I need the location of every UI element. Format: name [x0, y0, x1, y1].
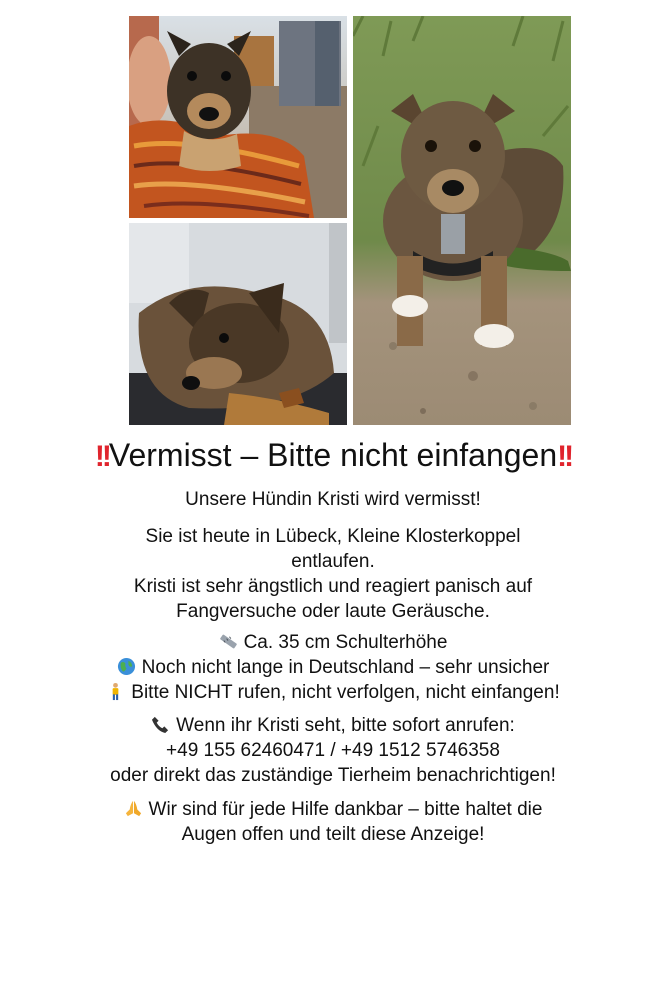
ruler-icon — [219, 632, 238, 651]
fact-origin: Noch nicht lange in Deutschland – sehr unsicher — [0, 655, 666, 680]
title-text: Vermisst – Bitte nicht einfangen — [108, 437, 558, 473]
double-exclamation-icon-right: !! — [557, 440, 572, 473]
missing-title — [0, 432, 666, 480]
contact-section — [0, 713, 666, 788]
story-line: Sie ist heute in Lübeck, Kleine Klosterkoppel — [145, 526, 521, 547]
intro-line: Unsere Hündin Kristi wird vermisst! — [185, 489, 481, 510]
globe-icon — [117, 657, 136, 676]
story-paragraph — [0, 524, 666, 624]
thanks-line-1: Wir sind für jede Hilfe dankbar – bitte haltet die — [0, 797, 666, 822]
intro-text — [0, 487, 666, 512]
story-line: entlaufen. — [291, 551, 375, 572]
fact-warning: Bitte NICHT rufen, nicht verfolgen, nicht einfangen! — [0, 680, 666, 705]
fact-height: Ca. 35 cm Schulterhöhe — [0, 630, 666, 655]
facts-list — [0, 630, 666, 705]
phone-numbers: +49 155 62460471 / +49 1512 5746358 — [166, 740, 500, 761]
folded-hands-icon — [124, 799, 143, 818]
thanks-line-2: Augen offen und teilt diese Anzeige! — [181, 824, 485, 845]
double-exclamation-icon-left: !! — [94, 440, 109, 473]
dog-held-in-arms-photo — [129, 16, 347, 218]
thanks-section — [0, 797, 666, 847]
standing-person-icon — [106, 682, 125, 701]
telephone-icon — [151, 715, 170, 734]
contact-shelter-line: oder direkt das zuständige Tierheim benachrichtigen! — [110, 765, 556, 786]
dog-lying-down-photo — [129, 223, 347, 425]
story-line: Fangversuche oder laute Geräusche. — [176, 601, 490, 622]
contact-intro: Wenn ihr Kristi seht, bitte sofort anrufen: — [0, 713, 666, 738]
dog-sitting-on-grass-photo — [353, 16, 571, 425]
story-line: Kristi ist sehr ängstlich und reagiert panisch auf — [133, 576, 533, 597]
